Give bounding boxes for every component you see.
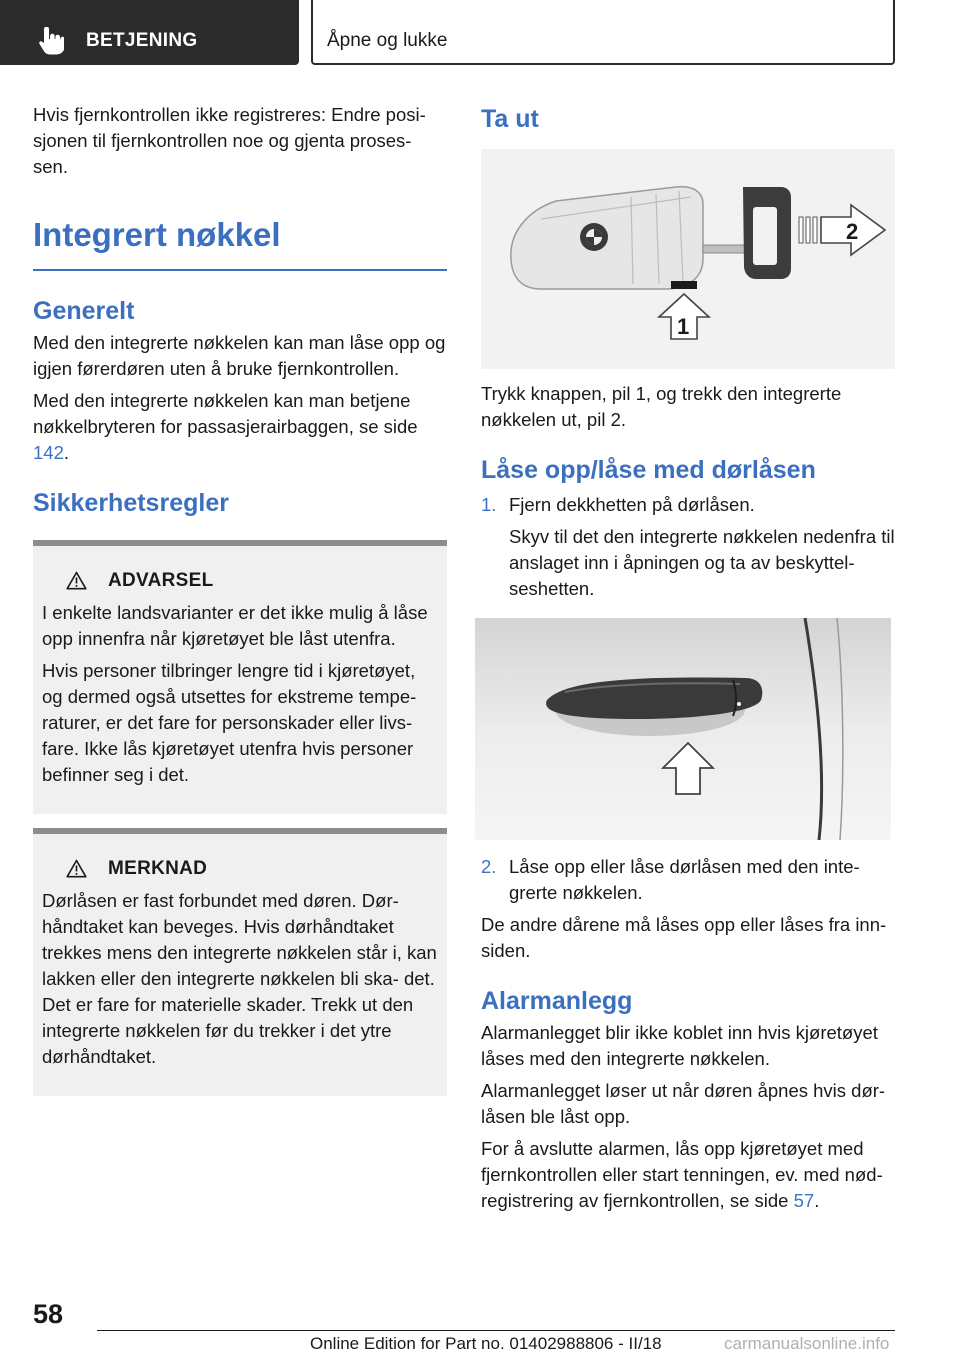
alarm-paragraph-1: Alarmanlegget blir ikke koblet inn hvis kjøretøyet låses med den integrerte nøkkelen. [481,1022,878,1069]
heading-generelt: Generelt [33,296,135,325]
step-1-detail: Skyv til det den integrerte nøkkelen nedenfra til anslaget inn i åpningen og ta av beskyttel- seshetten. [509,526,895,599]
left-column [33,102,447,1096]
figure-door-lock [475,618,891,840]
alarm-p3-end: . [814,1190,820,1211]
header-section-tab [0,0,299,65]
note-paragraph-1: Dørlåsen er fast forbundet med døren. Dør- håndtaket kan beveges. Hvis dørhåndtaket trekkes mens den integrerte nøkkelen står i, kan lakken eller den integrerte nøkkelen bli ska- det. Det er fare for materielle skader. Trekk ut den integrerte nøkkelen før du trekker i det ytre dørhåndtaket. [42,889,437,1067]
door-handle-illustration [475,618,891,840]
right-column [481,104,895,1220]
steps-list-1 [481,492,895,602]
warning-box [33,540,447,814]
footer-edition: Online Edition for Part no. 01402988806 - II/18 [310,1334,662,1353]
alarm-paragraph-2: Alarmanlegget løser ut når døren åpnes hvis dør- låsen ble låst opp. [481,1080,886,1127]
heading-ta-ut: Ta ut [481,105,539,133]
generelt-p2-end: . [63,441,70,463]
figure-label-2: 2 [846,219,859,244]
step-number: 2. [481,856,497,877]
page-link-142[interactable]: 142 [33,441,64,463]
warning-header [66,570,437,592]
watermark: carmanualsonline.info [724,1334,890,1353]
key-fob-illustration [481,149,895,369]
intro-paragraph: Hvis fjernkontrollen ikke registreres: Endre posi- sjonen til fjernkontrollen noe og gjenta proses- sen. [33,104,426,177]
step-2 [481,854,895,906]
warning-paragraph-1: I enkelte landsvarianter er det ikke mulig å låse opp innenfra når kjøretøyet ble låst utenfra. [42,601,428,649]
heading-sikkerhetsregler: Sikkerhetsregler [33,488,229,517]
warning-label: ADVARSEL [108,569,214,591]
header-chapter-tab [311,0,895,65]
note-label: MERKNAD [108,857,208,879]
step-number: 1. [481,494,497,515]
page-number: 58 [33,1299,64,1329]
alarm-p3-text: For å avslutte alarmen, lås opp kjøretøyet med fjernkontrollen eller start tenningen, ev. med nød- registrering av fjernkontrollen, se side [481,1138,883,1211]
heading-lase-opp: Låse opp/låse med dørlåsen [481,456,816,484]
lase-after-paragraph: De andre dårene må låses opp eller låses fra inn- siden. [481,914,887,961]
hand-pointer-icon [38,27,64,55]
step-1 [481,492,895,602]
ta-ut-caption: Trykk knappen, pil 1, og trekk den integrerte nøkkelen ut, pil 2. [481,383,842,430]
step-text: Låse opp eller låse dørlåsen med den inte- grerte nøkkelen. [509,856,860,903]
section-label: BETJENING [86,30,198,51]
title-rule [33,269,447,271]
note-header [66,858,437,880]
step-text: Fjern dekkhetten på dørlåsen. [509,494,755,515]
page-link-57[interactable]: 57 [793,1190,815,1211]
figure-label-1: 1 [677,314,690,339]
heading-alarmanlegg: Alarmanlegg [481,987,633,1015]
warning-triangle-icon [66,859,87,878]
steps-list-2 [481,854,895,906]
note-box [33,828,447,1096]
alarm-paragraph-3 [481,1136,895,1214]
warning-triangle-icon [66,571,87,590]
page-title: Integrert nøkkel [33,216,281,253]
warning-paragraph-2: Hvis personer tilbringer lengre tid i kjøretøyet, og dermed også utsettes for ekstreme tempe- raturer, er det fare for personskader eller livs- fare. Ikke lås kjøretøyet utenfra hvis personer befinner seg i det. [42,659,417,785]
generelt-paragraph-2 [33,388,447,466]
generelt-p2-text: Med den integrerte nøkkelen kan man betjene nøkkelbryteren for passasjerairbaggen, se side [33,389,418,437]
generelt-paragraph-1: Med den integrerte nøkkelen kan man låse opp og igjen førerdøren uten å bruke fjernkontrollen. [33,331,446,379]
chapter-label: Åpne og lukke [327,30,448,51]
figure-key-removal [481,149,895,369]
footer-rule [97,1330,895,1331]
